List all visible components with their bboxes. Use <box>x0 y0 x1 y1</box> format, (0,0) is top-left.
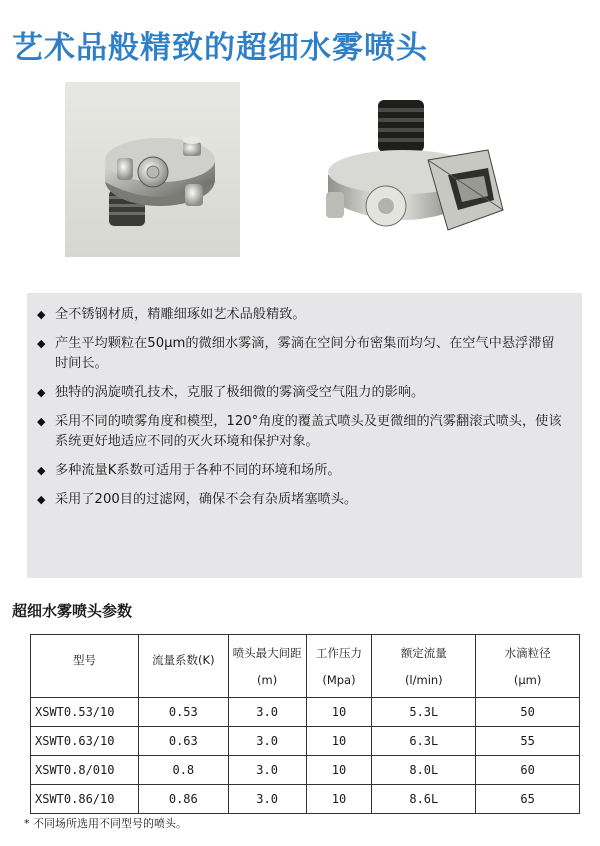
diamond-bullet-icon: ◆ <box>37 464 46 477</box>
table-footnote: * 不同场所选用不同型号的喷头。 <box>24 817 187 830</box>
feature-item <box>37 383 564 403</box>
diamond-bullet-icon: ◆ <box>37 493 46 506</box>
header-cell-k-factor: 流量系数(K) <box>138 635 228 698</box>
feature-item <box>37 334 564 374</box>
cell-max-spacing: 3.0 <box>228 727 306 756</box>
diamond-bullet-icon: ◆ <box>37 386 46 399</box>
feature-text: 独特的涡旋喷孔技术，克服了极细微的雾滴受空气阻力的影响。 <box>55 385 425 400</box>
feature-text: 采用不同的喷雾角度和模型，120°角度的覆盖式喷头及更微细的汽雾翻滚式喷头，使该系统更好地适应不同的灭火环境和保护对象。 <box>55 414 562 449</box>
header-cell-max-spacing: 喷头最大间距 (m) <box>228 635 306 698</box>
params-table <box>30 634 580 814</box>
cell-k-factor: 0.86 <box>138 785 228 814</box>
cell-droplet-size: 60 <box>476 756 580 785</box>
page-title: 艺术品般精致的超细水雾喷头 <box>12 30 428 66</box>
feature-item <box>37 305 564 325</box>
feature-item <box>37 412 564 452</box>
header-cell-flow: 额定流量 (l/min) <box>372 635 476 698</box>
cell-model: XSWT0.86/10 <box>31 785 139 814</box>
features-panel <box>27 293 582 578</box>
table-header-row <box>31 635 580 698</box>
cell-flow: 8.6L <box>372 785 476 814</box>
params-heading: 超细水雾喷头参数 <box>12 602 133 620</box>
table-row <box>31 785 580 814</box>
cell-droplet-size: 50 <box>476 698 580 727</box>
feature-text: 多种流量K系数可适用于各种不同的环境和场所。 <box>55 463 341 478</box>
cell-model: XSWT0.8/010 <box>31 756 139 785</box>
feature-item <box>37 461 564 481</box>
nozzle-cutaway-illustration <box>308 80 508 260</box>
table-row <box>31 756 580 785</box>
header-cell-pressure: 工作压力 (Mpa) <box>306 635 372 698</box>
cell-pressure: 10 <box>306 698 372 727</box>
header-cell-droplet-size: 水滴粒径 (μm) <box>476 635 580 698</box>
cell-k-factor: 0.53 <box>138 698 228 727</box>
cell-droplet-size: 65 <box>476 785 580 814</box>
cell-pressure: 10 <box>306 727 372 756</box>
feature-text: 产生平均颗粒在50μm的微细水雾滴，雾滴在空间分布密集而均匀、在空气中悬浮滞留时间长。 <box>55 336 555 371</box>
diamond-bullet-icon: ◆ <box>37 415 46 428</box>
cell-model: XSWT0.63/10 <box>31 727 139 756</box>
cell-max-spacing: 3.0 <box>228 785 306 814</box>
nozzle-illustration <box>65 82 240 257</box>
header-cell-model: 型号 <box>31 635 139 698</box>
nozzle-photo <box>65 82 240 257</box>
nozzle-cutaway-photo <box>308 80 508 260</box>
cell-flow: 6.3L <box>372 727 476 756</box>
feature-text: 采用了200目的过滤网，确保不会有杂质堵塞喷头。 <box>55 492 358 507</box>
cell-max-spacing: 3.0 <box>228 756 306 785</box>
cell-model: XSWT0.53/10 <box>31 698 139 727</box>
cell-droplet-size: 55 <box>476 727 580 756</box>
feature-text: 全不锈钢材质，精雕细琢如艺术品般精致。 <box>55 307 306 322</box>
cell-k-factor: 0.63 <box>138 727 228 756</box>
diamond-bullet-icon: ◆ <box>37 308 46 321</box>
diamond-bullet-icon: ◆ <box>37 337 46 350</box>
cell-flow: 8.0L <box>372 756 476 785</box>
cell-max-spacing: 3.0 <box>228 698 306 727</box>
cell-flow: 5.3L <box>372 698 476 727</box>
cell-pressure: 10 <box>306 785 372 814</box>
feature-item <box>37 490 564 510</box>
cell-pressure: 10 <box>306 756 372 785</box>
table-row <box>31 698 580 727</box>
cell-k-factor: 0.8 <box>138 756 228 785</box>
table-row <box>31 727 580 756</box>
